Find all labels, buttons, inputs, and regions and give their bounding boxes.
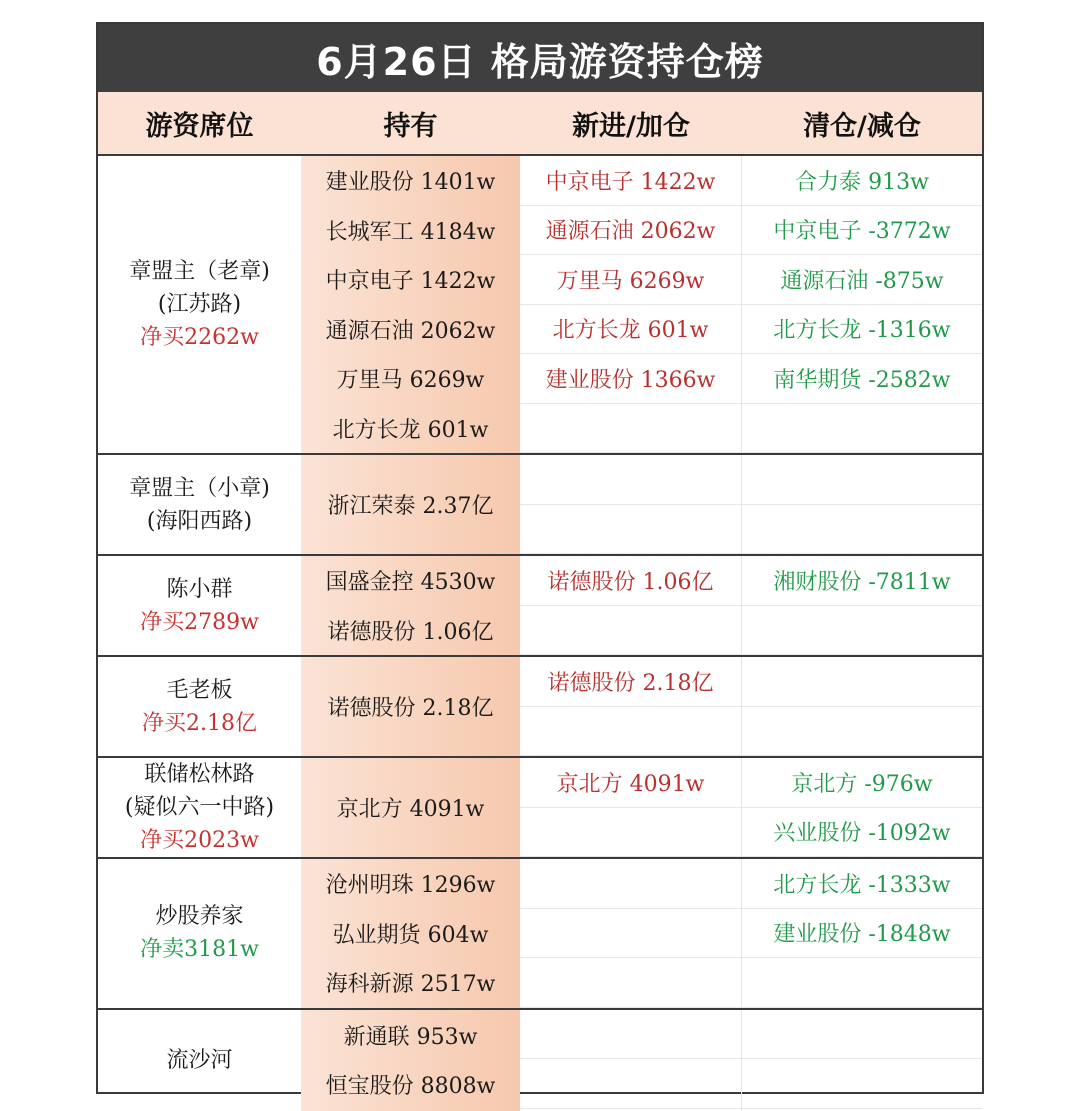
holding-cell: 长城军工 4184w	[325, 219, 496, 245]
seat-name-line: (江苏路)	[157, 292, 242, 317]
header-seat: 游资席位	[145, 110, 254, 142]
holding-cell: 诺德股份 1.06亿	[327, 619, 494, 645]
holding-cell: 国盛金控 4530w	[325, 570, 496, 596]
trader-seat	[98, 657, 301, 756]
trader-group	[98, 859, 982, 1010]
reduced-cell: 湘财股份 -7811w	[742, 556, 982, 606]
reduced-column	[742, 859, 982, 1008]
added-cell: 诺德股份 1.06亿	[520, 556, 741, 606]
table-body	[98, 156, 982, 1111]
net-flow: 净卖3181w	[140, 937, 259, 963]
holding-cell: 新通联 953w	[343, 1024, 478, 1050]
reduced-cell: 京北方 -976w	[742, 758, 982, 808]
seat-name-line: 陈小群	[166, 576, 233, 602]
reduced-column	[742, 1010, 982, 1111]
reduced-cell: 兴业股份 -1092w	[742, 808, 982, 858]
reduced-cell	[742, 505, 982, 555]
added-cell	[520, 606, 741, 656]
added-column	[520, 758, 742, 857]
reduced-cell: 北方长龙 -1333w	[742, 859, 982, 909]
holding-cell: 浙江荣泰 2.37亿	[327, 494, 494, 519]
holding-cell: 京北方 4091w	[336, 797, 485, 822]
reduced-cell	[742, 455, 982, 505]
header-holdings: 持有	[383, 110, 438, 142]
net-flow: 净买2.18亿	[142, 710, 257, 736]
reduced-cell: 中京电子 -3772w	[742, 206, 982, 256]
added-cell: 通源石油 2062w	[520, 206, 741, 256]
holdings-column	[301, 1010, 520, 1111]
reduced-column	[742, 556, 982, 655]
holdings-column	[301, 758, 520, 857]
trader-group	[98, 657, 982, 758]
trader-seat	[98, 1010, 301, 1111]
added-cell: 建业股份 1366w	[520, 354, 741, 404]
added-cell: 北方长龙 601w	[520, 305, 741, 355]
seat-name-line: 炒股养家	[155, 904, 244, 930]
trader-group	[98, 156, 982, 455]
trader-group	[98, 1010, 982, 1111]
trader-seat	[98, 156, 301, 453]
added-column	[520, 1010, 742, 1111]
seat-name-line: 流沙河	[166, 1047, 233, 1073]
reduced-cell: 合力泰 913w	[742, 156, 982, 206]
net-flow: 净买2789w	[140, 609, 259, 635]
reduced-cell	[742, 404, 982, 454]
holdings-column	[301, 455, 520, 554]
trader-group	[98, 556, 982, 657]
added-cell	[520, 1010, 741, 1060]
added-cell	[520, 909, 741, 959]
reduced-cell: 北方长龙 -1316w	[742, 305, 982, 355]
reduced-cell	[742, 958, 982, 1008]
holdings-column	[301, 859, 520, 1008]
added-cell	[520, 455, 741, 505]
trader-seat	[98, 556, 301, 655]
holding-cell: 诺德股份 2.18亿	[327, 696, 494, 721]
board-title: 6月26日 格局游资持仓榜	[98, 24, 982, 92]
holding-cell: 海科新源 2517w	[325, 972, 496, 998]
added-column	[520, 156, 742, 453]
header-reduced: 清仓/减仓	[803, 110, 921, 142]
reduced-column	[742, 455, 982, 554]
holding-cell: 北方长龙 601w	[332, 417, 489, 443]
net-flow: 净买2262w	[140, 325, 259, 350]
reduced-cell: 建业股份 -1848w	[742, 909, 982, 959]
holding-cell: 沧州明珠 1296w	[325, 873, 496, 899]
reduced-column	[742, 156, 982, 453]
reduced-cell	[742, 1010, 982, 1060]
holding-cell: 通源石油 2062w	[325, 318, 496, 344]
added-cell	[520, 859, 741, 909]
added-cell: 万里马 6269w	[520, 255, 741, 305]
added-cell	[520, 505, 741, 555]
holdings-board	[96, 22, 984, 1100]
added-cell	[520, 808, 741, 858]
holding-cell: 万里马 6269w	[336, 368, 485, 394]
added-column	[520, 455, 742, 554]
reduced-column	[742, 758, 982, 857]
trader-seat	[98, 859, 301, 1008]
seat-name-line: (疑似六一中路)	[124, 795, 275, 820]
header-added: 新进/加仓	[572, 110, 690, 142]
holdings-column	[301, 657, 520, 756]
seat-name-line: 联储松林路	[144, 762, 255, 787]
holding-cell: 中京电子 1422w	[325, 269, 496, 295]
added-cell	[520, 958, 741, 1008]
added-cell	[520, 404, 741, 454]
seat-name-line: 章盟主（老章)	[129, 259, 270, 284]
reduced-cell: 通源石油 -875w	[742, 255, 982, 305]
trader-seat	[98, 455, 301, 554]
trader-seat	[98, 758, 301, 857]
added-cell: 京北方 4091w	[520, 758, 741, 808]
trader-group	[98, 758, 982, 859]
reduced-cell	[742, 657, 982, 707]
seat-name-line: 章盟主（小章)	[129, 475, 270, 501]
added-column	[520, 556, 742, 655]
holding-cell: 弘业期货 604w	[332, 922, 489, 948]
added-column	[520, 657, 742, 756]
seat-name-line: (海阳西路)	[146, 508, 253, 534]
trader-group	[98, 455, 982, 556]
net-flow: 净买2023w	[140, 828, 259, 853]
added-cell: 诺德股份 2.18亿	[520, 657, 741, 707]
holding-cell: 建业股份 1401w	[325, 170, 496, 196]
holdings-column	[301, 556, 520, 655]
table-header	[98, 92, 982, 156]
reduced-column	[742, 657, 982, 756]
reduced-cell	[742, 606, 982, 656]
reduced-cell	[742, 707, 982, 757]
holding-cell: 恒宝股份 8808w	[325, 1074, 496, 1100]
seat-name-line: 毛老板	[166, 677, 233, 703]
added-cell	[520, 1059, 741, 1109]
holdings-column	[301, 156, 520, 453]
reduced-cell	[742, 1059, 982, 1109]
added-cell: 中京电子 1422w	[520, 156, 741, 206]
added-column	[520, 859, 742, 1008]
reduced-cell: 南华期货 -2582w	[742, 354, 982, 404]
added-cell	[520, 707, 741, 757]
